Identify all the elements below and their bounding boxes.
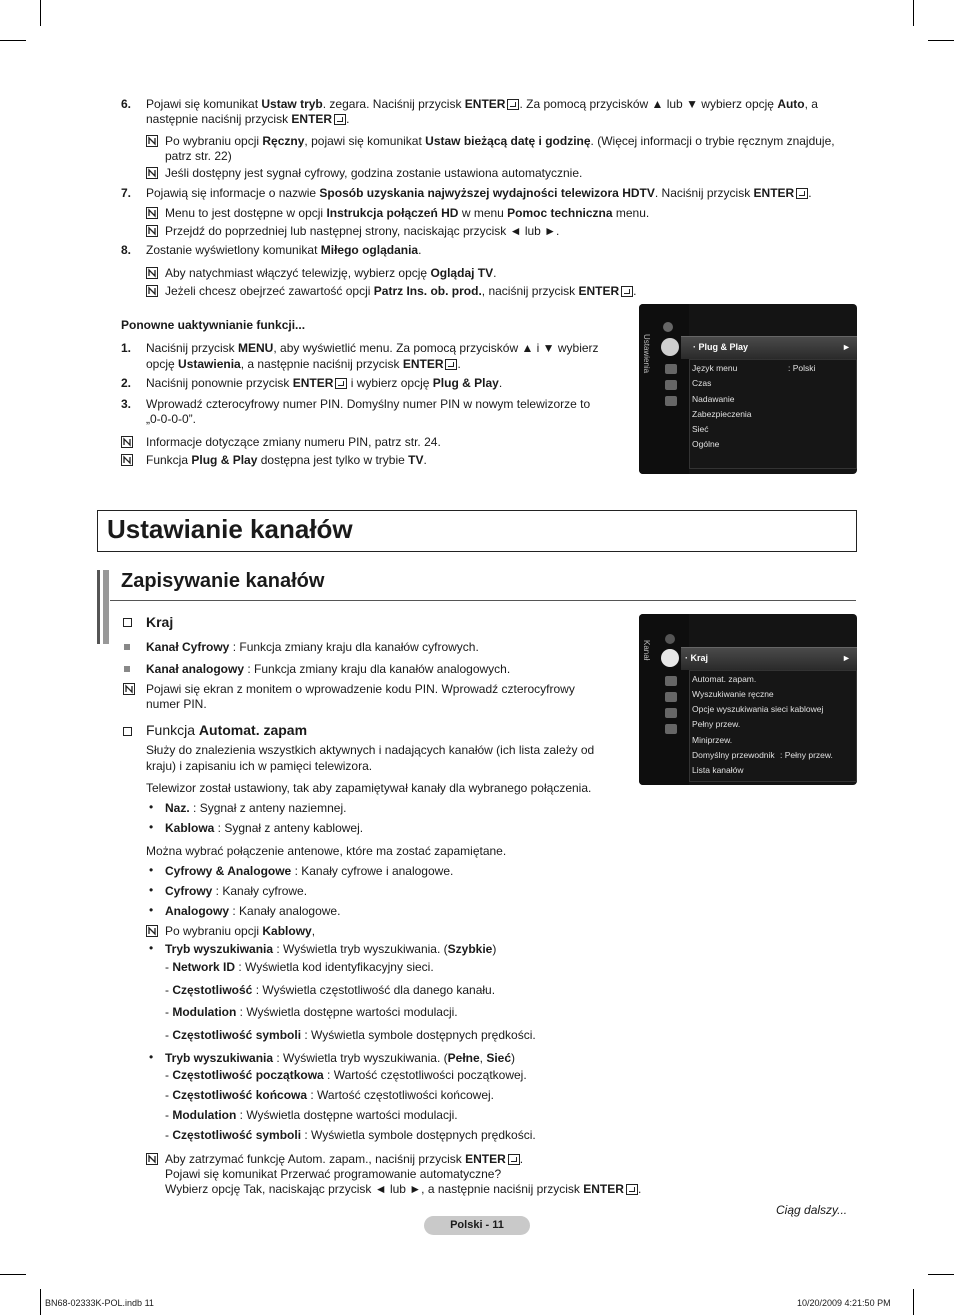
subtitle-bar xyxy=(103,570,109,644)
menu-item: Pełny przew. xyxy=(692,719,741,729)
menu-item: Domyślny przewodnik xyxy=(692,750,775,760)
application-icon xyxy=(665,708,677,718)
bullet-item: Naz. : Sygnał z anteny naziemnej. xyxy=(165,801,347,815)
dash-item: - Częstotliwość końcowa : Wartość częstotliwości końcowej. xyxy=(165,1088,494,1102)
note-icon xyxy=(146,285,158,297)
dash-item: - Częstotliwość początkowa : Wartość częstotliwości początkowej. xyxy=(165,1068,527,1082)
paragraph: Służy do znalezienia wszystkich aktywnych i nadających kanałów (ich lista zależy od xyxy=(146,743,595,757)
enter-icon xyxy=(796,188,808,199)
kraj-title: Kraj xyxy=(146,614,174,630)
channel-menu-screenshot xyxy=(639,614,857,785)
note-icon xyxy=(146,207,158,219)
kraj-item: Kanał Cyfrowy : Funkcja zmiany kraju dla kanałów cyfrowych. xyxy=(146,640,479,654)
gear-icon xyxy=(665,676,677,686)
satellite-dish-icon xyxy=(661,649,679,667)
note-text: Pojawi się komunikat Przerwać programowanie automatyczne? xyxy=(165,1167,502,1181)
menu-item: Opcje wyszukiwania sieci kablowej xyxy=(692,704,824,714)
reactivate-heading: Ponowne uaktywnianie funkcji... xyxy=(121,318,306,332)
menu-item-value: : Pełny przew. xyxy=(780,750,833,760)
note-icon xyxy=(146,267,158,279)
note-text: Jeśli dostępny jest sygnał cyfrowy, godzina zostanie ustawiona automatycznie. xyxy=(165,166,583,180)
paragraph: kraju) i zapisaniu ich w pamięci telewizora. xyxy=(146,759,373,773)
paragraph: Można wybrać połączenie antenowe, które ma zostać zapamiętane. xyxy=(146,844,507,858)
menu-item: Zabezpieczenia xyxy=(692,409,752,419)
right-arrow-icon: ► xyxy=(842,342,851,352)
crop-mark xyxy=(928,1274,954,1275)
note-text: Funkcja Plug & Play dostępna jest tylko w trybie TV. xyxy=(146,453,427,467)
square-bullet-icon xyxy=(124,644,130,650)
help-icon xyxy=(665,396,677,406)
bullet: · xyxy=(693,342,699,352)
note-text: Pojawi się ekran z monitem o wprowadzenie kodu PIN. Wprowadź czterocyfrowy xyxy=(146,682,575,696)
input-icon xyxy=(665,692,677,702)
crop-mark xyxy=(928,40,954,41)
step-6-line-1: Pojawi się komunikat Ustaw tryb. zegara. Naciśnij przycisk ENTER . Za pomocą przycisków ▲ lub ▼ wybierz opcję Auto, a xyxy=(146,97,818,111)
note-icon xyxy=(146,1153,158,1165)
bullet-item: Tryb wyszukiwania : Wyświetla tryb wyszukiwania. (Szybkie) xyxy=(165,942,497,956)
dash-item: - Częstotliwość symboli : Wyświetla symbole dostępnych prędkości. xyxy=(165,1128,536,1142)
note-text: Jeżeli chcesz obejrzeć zawartość opcji Patrz Ins. ob. prod., naciśnij przycisk ENTER . xyxy=(165,284,637,298)
crop-mark xyxy=(40,1289,41,1315)
bullet: • xyxy=(149,1050,154,1064)
checkbox-bullet-icon xyxy=(123,727,132,736)
menu-item: Ogólne xyxy=(692,439,720,449)
menu-item: Automat. zapam. xyxy=(692,674,757,684)
bullet-item: Cyfrowy & Analogowe : Kanały cyfrowe i analogowe. xyxy=(165,864,454,878)
bullet: • xyxy=(149,903,154,917)
subtitle-bar xyxy=(97,570,100,644)
note-icon xyxy=(146,135,158,147)
note-text: Po wybraniu opcji Ręczny, pojawi się komunikat Ustaw bieżącą datę i godzinę. (Więcej informacji o trybie ręcznym znajduje, xyxy=(165,134,835,148)
dash-item: - Częstotliwość symboli : Wyświetla symbole dostępnych prędkości. xyxy=(165,1028,536,1042)
note-text: patrz str. 22) xyxy=(165,149,232,163)
section-title: Ustawianie kanałów xyxy=(107,514,353,544)
step-6-line-2: następnie naciśnij przycisk ENTER . xyxy=(146,112,350,126)
menu-item: Nadawanie xyxy=(692,394,735,404)
note-text: Informacje dotyczące zmiany numeru PIN, patrz str. 24. xyxy=(146,435,441,449)
step-number: 7. xyxy=(121,186,132,200)
reactivate-step-2: Naciśnij ponownie przycisk ENTER i wybierz opcję Plug & Play. xyxy=(146,376,503,390)
bullet: • xyxy=(149,863,154,877)
note-icon xyxy=(123,683,135,695)
auto-title: Funkcja Automat. zapam xyxy=(146,722,308,738)
gear-icon xyxy=(661,338,679,356)
note-text: Po wybraniu opcji Kablowy, xyxy=(165,924,316,938)
note-text: Wybierz opcję Tak, naciskając przycisk ◄ lub ►, a następnie naciśnij przycisk ENTER . xyxy=(165,1182,642,1196)
page-number: Polski - 11 xyxy=(424,1216,530,1235)
step-8-text: Zostanie wyświetlony komunikat Miłego oglądania. xyxy=(146,243,422,257)
bullet-item: Kablowa : Sygnał z anteny kablowej. xyxy=(165,821,364,835)
enter-icon xyxy=(621,286,633,297)
step-number: 8. xyxy=(121,243,132,257)
dash-item: - Modulation : Wyświetla dostępne wartości modulacji. xyxy=(165,1108,458,1122)
paragraph: Telewizor został ustawiony, tak aby zapamiętywał kanały dla wybranego połączenia. xyxy=(146,781,592,795)
bullet: • xyxy=(149,820,154,834)
note-text: numer PIN. xyxy=(146,697,207,711)
enter-icon xyxy=(335,378,347,389)
bullet: • xyxy=(149,941,154,955)
crop-mark xyxy=(0,1274,26,1275)
menu-item: Sieć xyxy=(692,424,709,434)
note-text: Aby zatrzymać funkcję Autom. zapam., naciśnij przycisk ENTER . xyxy=(165,1152,524,1166)
note-icon xyxy=(121,436,133,448)
step-7-text: Pojawią się informacje o nazwie Sposób uzyskania najwyższej wydajności telewizora HDTV. Naciśnij przycisk ENTER . xyxy=(146,186,812,200)
note-text: Przejdź do poprzedniej lub następnej strony, naciskając przycisk ◄ lub ►. xyxy=(165,224,560,238)
settings-menu-screenshot xyxy=(639,304,857,474)
square-bullet-icon xyxy=(124,666,130,672)
bullet-item: Analogowy : Kanały analogowe. xyxy=(165,904,341,918)
enter-icon xyxy=(445,359,457,370)
note-icon xyxy=(146,167,158,179)
step-number: 1. xyxy=(121,341,132,355)
checkbox-bullet-icon xyxy=(123,618,132,627)
antenna-icon xyxy=(665,364,677,374)
crop-mark xyxy=(40,0,41,26)
menu-item: Lista kanałów xyxy=(692,765,744,775)
help-icon xyxy=(665,724,677,734)
dash-item: - Modulation : Wyświetla dostępne wartości modulacji. xyxy=(165,1005,458,1019)
menu-selected-label: · Plug & Play xyxy=(693,342,749,352)
picture-icon xyxy=(663,322,673,332)
menu-selected-label: · Kraj xyxy=(685,653,709,663)
menu-vertical-label: Kanał xyxy=(642,640,651,661)
enter-icon xyxy=(334,114,346,125)
note-text: Aby natychmiast włączyć telewizję, wybierz opcję Oglądaj TV. xyxy=(165,266,497,280)
right-arrow-icon: ► xyxy=(842,653,851,663)
reactivate-step-3-cont: „0-0-0-0”. xyxy=(146,412,197,426)
step-number: 2. xyxy=(121,376,132,390)
print-footer-file: BN68-02333K-POL.indb 11 xyxy=(45,1298,154,1308)
step-number: 6. xyxy=(121,97,132,111)
enter-icon xyxy=(626,1184,638,1195)
crop-mark xyxy=(0,40,26,41)
note-icon xyxy=(121,454,133,466)
menu-item: Język menu xyxy=(692,363,738,373)
continued-text: Ciąg dalszy... xyxy=(776,1203,848,1217)
bullet: • xyxy=(149,883,154,897)
bullet: · xyxy=(685,653,691,663)
crop-mark xyxy=(913,0,914,26)
dash-item: - Network ID : Wyświetla kod identyfikacyjny sieci. xyxy=(165,960,434,974)
sub-title: Zapisywanie kanałów xyxy=(121,570,325,592)
note-text: Menu to jest dostępne w opcji Instrukcja połączeń HD w menu Pomoc techniczna menu. xyxy=(165,206,650,220)
enter-icon xyxy=(507,99,519,110)
note-icon xyxy=(146,925,158,937)
menu-item: Miniprzew. xyxy=(692,735,733,745)
reactivate-step-1: Naciśnij przycisk MENU, aby wyświetlić menu. Za pomocą przycisków ▲ i ▼ wybierz xyxy=(146,341,599,355)
input-icon xyxy=(665,380,677,390)
picture-icon xyxy=(665,634,675,644)
menu-item-value: : Polski xyxy=(788,363,816,373)
step-number: 3. xyxy=(121,397,132,411)
print-footer-date: 10/20/2009 4:21:50 PM xyxy=(797,1298,891,1308)
crop-mark xyxy=(913,1289,914,1315)
reactivate-step-3: Wprowadź czterocyfrowy numer PIN. Domyślny numer PIN w nowym telewizorze to xyxy=(146,397,591,411)
subtitle-rule xyxy=(110,600,856,601)
menu-item: Czas xyxy=(692,378,712,388)
menu-item: Wyszukiwanie ręczne xyxy=(692,689,774,699)
dash-item: - Częstotliwość : Wyświetla częstotliwość dla danego kanału. xyxy=(165,983,496,997)
bullet-item: Cyfrowy : Kanały cyfrowe. xyxy=(165,884,308,898)
reactivate-step-1-cont: opcję Ustawienia, a następnie naciśnij przycisk ENTER . xyxy=(146,357,461,371)
menu-vertical-label: Ustawienia xyxy=(642,334,651,374)
enter-icon xyxy=(508,1154,520,1165)
kraj-item: Kanał analogowy : Funkcja zmiany kraju dla kanałów analogowych. xyxy=(146,662,511,676)
note-icon xyxy=(146,225,158,237)
bullet-item: Tryb wyszukiwania : Wyświetla tryb wyszukiwania. (Pełne, Sieć) xyxy=(165,1051,516,1065)
bullet: • xyxy=(149,800,154,814)
